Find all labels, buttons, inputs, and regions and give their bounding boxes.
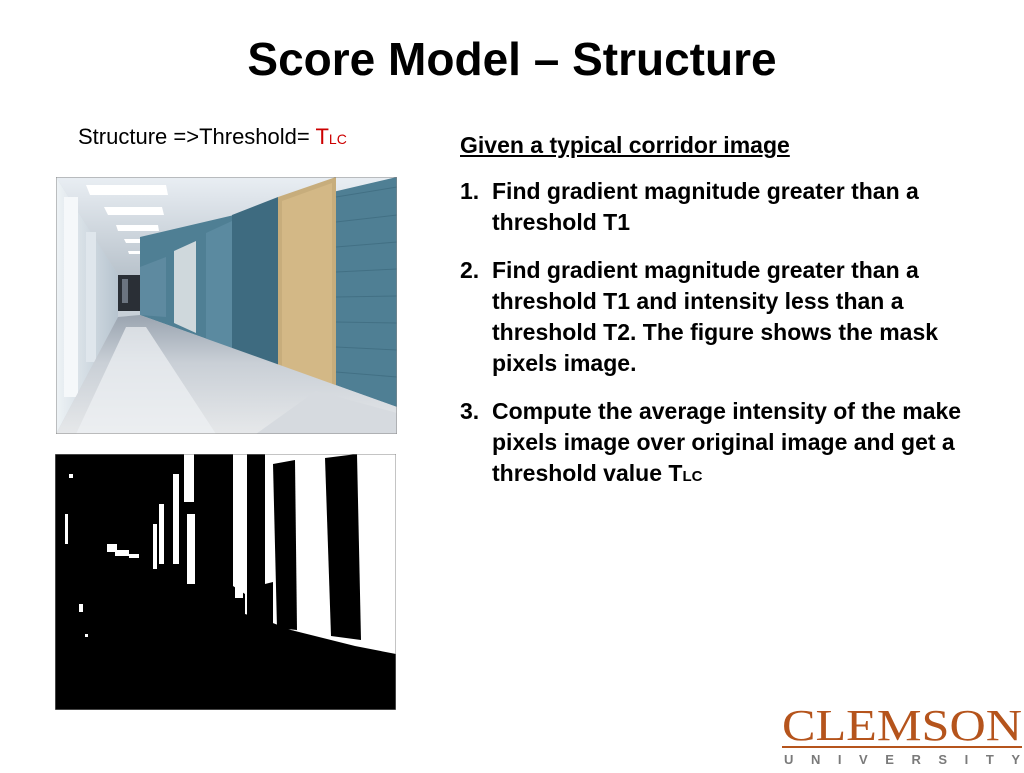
corridor-photo [56, 177, 397, 434]
instructions-heading: Given a typical corridor image [460, 132, 790, 158]
mask-pixels-image [55, 454, 396, 710]
logo-wordmark: CLEMSON [782, 701, 1022, 750]
image-caption [78, 123, 347, 153]
list-item [460, 255, 980, 379]
caption-text: Structure =>Threshold= [78, 124, 316, 149]
list-item-number: 1. [460, 178, 480, 204]
list-item [460, 396, 980, 492]
list-item-subscript: LC [682, 468, 703, 485]
instructions-panel [460, 130, 980, 509]
list-item-number: 3. [460, 398, 480, 424]
slide-title: Score Model – Structure [247, 33, 777, 85]
list-item-text: Compute the average intensity of the make pixels image over original image and get a threshold value T [492, 398, 962, 486]
logo-subtitle: UNIVERSITY [784, 752, 1020, 767]
caption-t-symbol: T [315, 124, 329, 149]
caption-t-subscript: LC [328, 131, 347, 147]
list-item-text: Find gradient magnitude greater than a threshold T1 and intensity less than a threshold T2. The figure shows the mask pixels image. [492, 257, 939, 376]
list-item-text: Find gradient magnitude greater than a threshold T1 [492, 178, 919, 235]
clemson-university-logo [780, 700, 1024, 768]
list-item-number: 2. [460, 257, 480, 283]
list-item [460, 176, 980, 238]
